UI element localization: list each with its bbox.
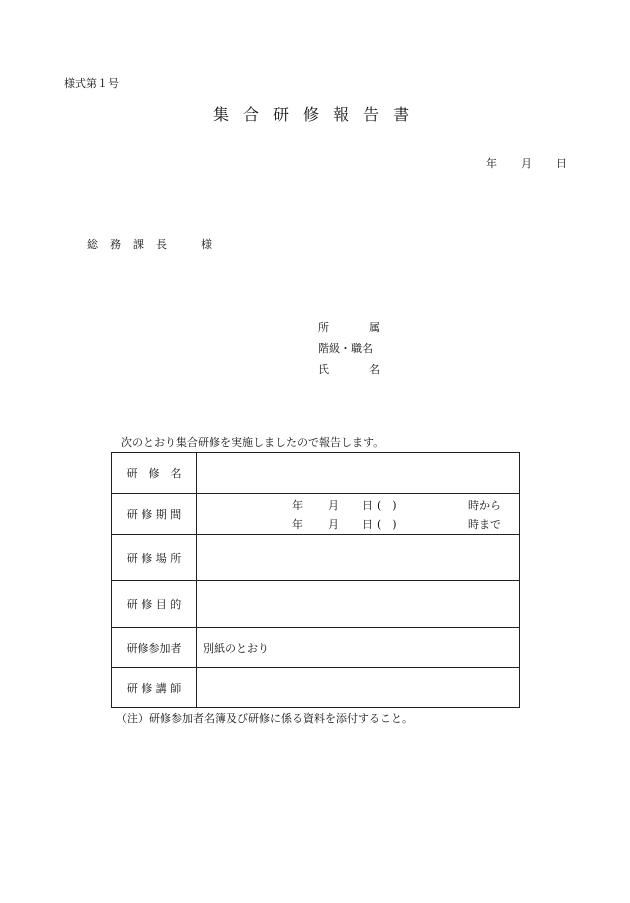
title-char: 研: [273, 105, 290, 124]
title-char: 報: [333, 105, 350, 124]
document-title: [213, 102, 409, 125]
title-char: 告: [363, 105, 380, 124]
footnote: （注）研修参加者名簿及び研修に係る資料を添付すること。: [116, 712, 413, 725]
table-row: [112, 581, 520, 628]
training-period-field[interactable]: [197, 494, 520, 535]
department-label: 所 属: [318, 321, 380, 334]
report-table: [111, 452, 520, 708]
table-row: [112, 494, 520, 535]
title-char: 合: [243, 105, 260, 124]
training-purpose-label: 研 修 目 的: [112, 581, 197, 628]
participants-label: 研修参加者: [112, 628, 197, 668]
position-label: 階級・職名: [318, 342, 373, 355]
date-line: [486, 155, 567, 171]
instructor-label: 研 修 講 師: [112, 668, 197, 708]
addressee: [87, 236, 224, 252]
period-end-line: 年 月 日 ( ) 時まで: [292, 517, 501, 531]
addressee-honorific: 様: [201, 238, 212, 251]
date-year-label: 年: [486, 157, 497, 170]
training-name-field[interactable]: [197, 453, 520, 494]
training-place-field[interactable]: [197, 535, 520, 581]
title-char: 修: [303, 105, 320, 124]
addressee-char: 務: [110, 238, 121, 251]
addressee-char: 課: [133, 238, 144, 251]
form-number: 様式第１号: [64, 77, 119, 90]
table-row: [112, 535, 520, 581]
title-char: 書: [393, 105, 410, 124]
instructor-field[interactable]: [197, 668, 520, 708]
table-row: [112, 628, 520, 668]
period-start-line: 年 月 日 ( ) 時から: [292, 498, 501, 512]
training-purpose-field[interactable]: [197, 581, 520, 628]
name-label: 氏 名: [318, 363, 380, 376]
training-place-label: 研 修 場 所: [112, 535, 197, 581]
date-month-label: 月: [521, 157, 532, 170]
addressee-char: 総: [87, 238, 98, 251]
participants-field[interactable]: 別紙のとおり: [197, 628, 520, 668]
training-period-label: 研 修 期 間: [112, 494, 197, 535]
table-row: [112, 453, 520, 494]
addressee-char: 長: [156, 238, 167, 251]
title-char: 集: [213, 105, 230, 124]
training-name-label: 研 修 名: [112, 453, 197, 494]
affiliation-block: [318, 317, 380, 380]
intro-text: 次のとおり集合研修を実施しましたので報告します。: [121, 436, 385, 449]
date-day-label: 日: [556, 157, 567, 170]
table-row: [112, 668, 520, 708]
